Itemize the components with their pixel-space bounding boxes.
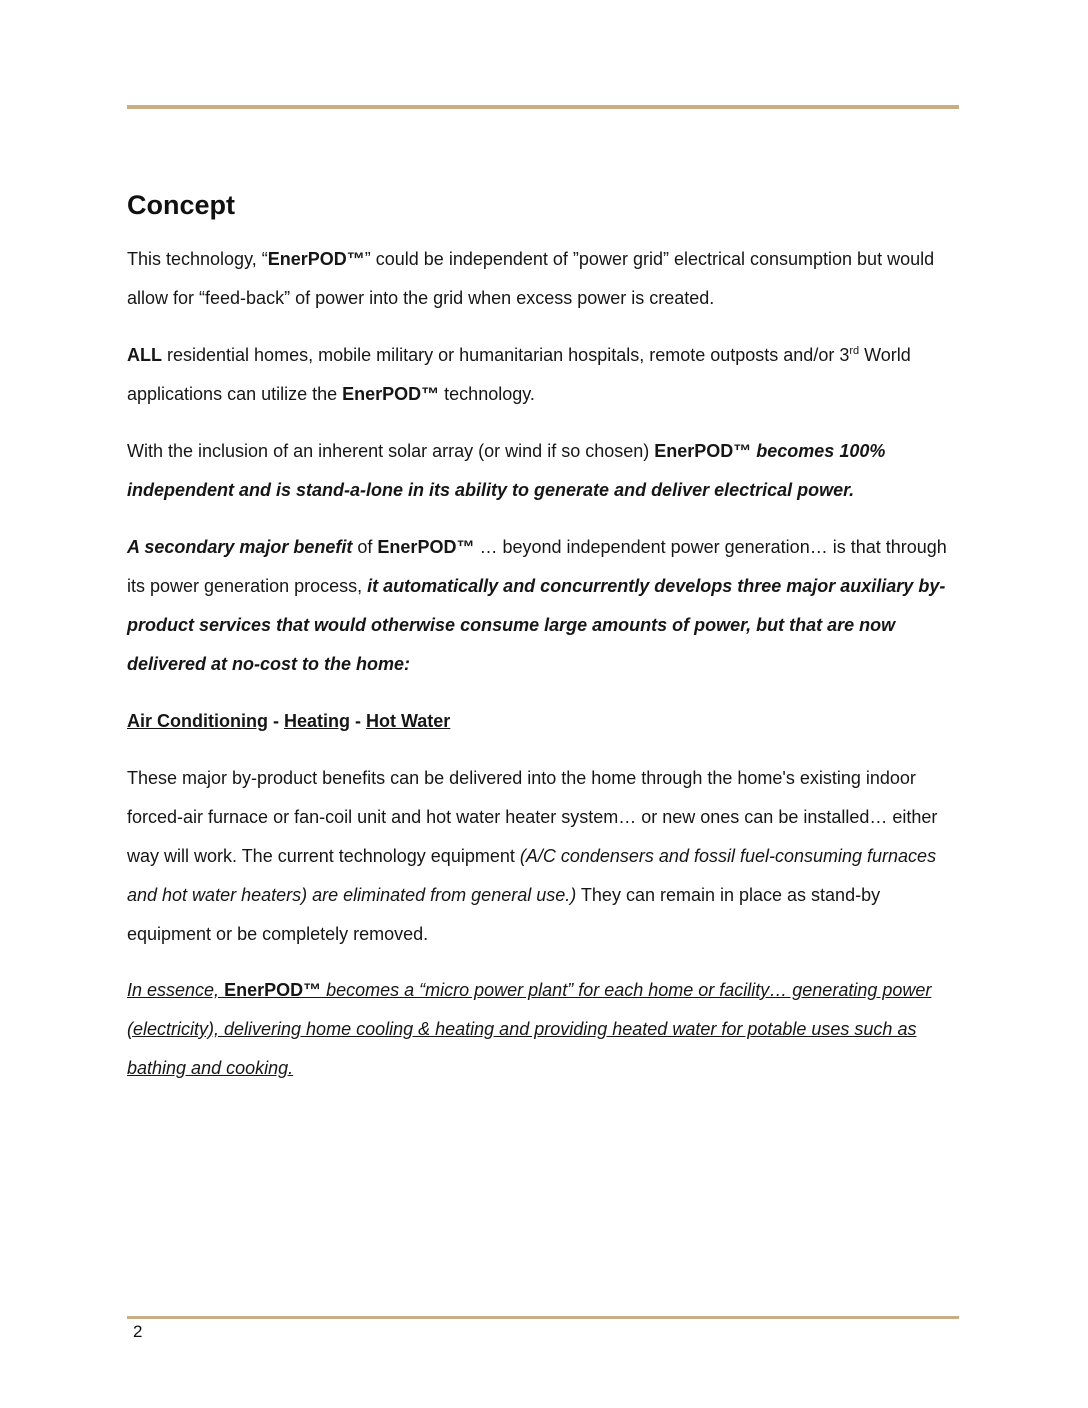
p1-text-start: This technology, “: [127, 249, 268, 269]
ordinal-superscript: rd: [849, 345, 860, 357]
p3-emphasis: becomes 100% independent and is stand-a-lone in its ability to generate and deliver electrical power.: [127, 441, 886, 500]
service-separator: -: [267, 711, 284, 731]
brand-name: EnerPOD™: [654, 441, 752, 461]
p6-text-start: In essence,: [127, 980, 225, 1000]
page-number: 2: [133, 1322, 143, 1341]
brand-name: EnerPOD™: [377, 537, 475, 557]
paragraph-applications: [127, 336, 962, 414]
p5-text-start: These major by-product benefits can be delivered into the home through the home's existing indoor forced-air furnace or fan-coil unit and hot water heater system… or new ones can be installed… either way will work. The current technology equipment: [127, 768, 938, 866]
paragraph-intro: [127, 240, 962, 318]
service-heating: Heating: [283, 711, 350, 731]
service-hot-water: Hot Water: [365, 711, 451, 731]
footer-divider: [127, 1316, 959, 1319]
page-title: Concept: [127, 190, 235, 220]
p1-text-end: ” could be independent of ”power grid” electrical consumption but would allow for “feed-back” of power into the grid when excess power is created.: [127, 249, 935, 308]
p6-text-end: becomes a “micro power plant” for each home or facility… generating power (electricity), delivering home cooling & heating and providing heated water for potable uses such as bathing and cooking.: [127, 980, 932, 1078]
brand-name: EnerPOD™: [342, 384, 440, 404]
p4-lead: A secondary major benefit: [127, 537, 353, 557]
p4-text-middle: … beyond independent power generation… is that through its power generation process,: [127, 537, 947, 596]
header-divider: [127, 105, 959, 109]
p2-text-start: residential homes, mobile military or humanitarian hospitals, remote outposts and/or 3: [162, 345, 850, 365]
service-separator: -: [349, 711, 366, 731]
paragraph-secondary-benefit: [127, 528, 962, 684]
p2-text-middle: World applications can utilize the: [127, 345, 911, 404]
paragraph-solar: [127, 432, 962, 510]
p2-text-end: technology.: [439, 384, 535, 404]
p4-text-of: of: [352, 537, 378, 557]
brand-name: EnerPOD™: [267, 249, 365, 269]
p5-text-end: They can remain in place as stand-by equipment or be completely removed.: [127, 885, 881, 944]
p4-emphasis: it automatically and concurrently develops three major auxiliary by-product services that would otherwise consume large amounts of power, but that are now delivered at no-cost to the home:: [127, 576, 946, 674]
brand-name: EnerPOD™: [224, 980, 322, 1000]
all-keyword: ALL: [127, 345, 162, 365]
services-list: [127, 702, 962, 741]
service-air-conditioning: Air Conditioning: [127, 711, 268, 731]
paragraph-delivery: [127, 759, 962, 954]
p3-text-start: With the inclusion of an inherent solar array (or wind if so chosen): [127, 441, 655, 461]
p5-italic: (A/C condensers and fossil fuel-consuming furnaces and hot water heaters) are eliminated from general use.): [127, 846, 937, 905]
paragraph-essence: [127, 971, 962, 1088]
